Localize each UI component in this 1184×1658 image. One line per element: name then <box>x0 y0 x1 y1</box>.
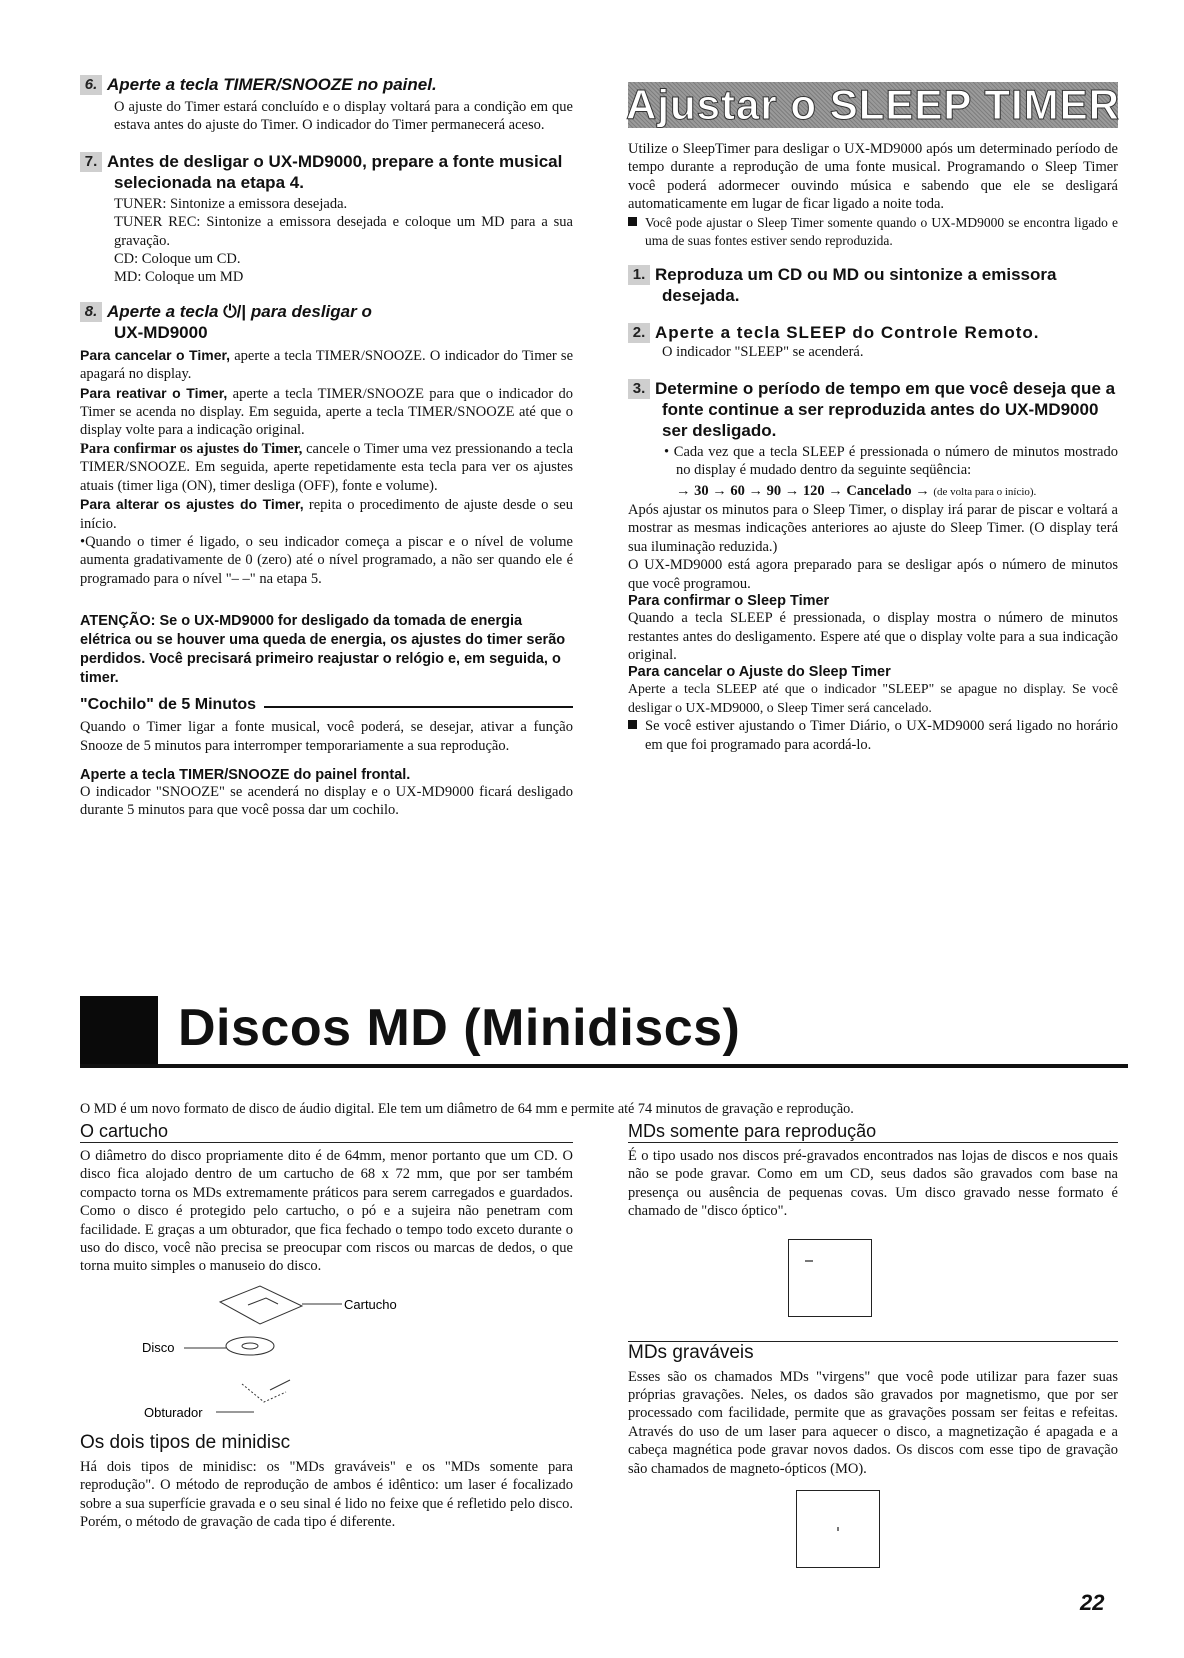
recordable-heading-row <box>628 1341 1118 1364</box>
sleep-step-2-text: O indicador "SLEEP" se acenderá. <box>662 344 864 361</box>
step-8-title-c: UX-MD9000 <box>114 322 208 342</box>
sleep-sequence-values: → 30 → 60 → 90 → 120 → Cancelado → <box>676 482 930 499</box>
md-header-rule <box>80 1064 1128 1068</box>
sleep-note-2-text: Se você estiver ajustando o Timer Diário, o UX-MD9000 será ligado no horário em que foi programado para acordá-lo. <box>645 718 1118 753</box>
sleep-step-3-title: Determine o período de tempo em que você deseja que a fonte continue a ser reproduzida antes do UX-MD9000 ser desligado. <box>655 378 1116 440</box>
playback-heading-row <box>628 1120 1118 1143</box>
alter-timer-paragraph <box>80 495 573 533</box>
playback-title: MDs somente para reprodução <box>628 1121 877 1141</box>
recordable-disc-mark <box>837 1527 839 1531</box>
reactivate-timer-text: aperte a tecla TIMER/SNOOZE para que o indicador do Timer se acenda no display. Em seguida, aperte a tecla TIMER/SNOOZE até que o display volte para a indicação original. <box>80 385 573 439</box>
snooze-heading-row <box>80 696 573 714</box>
step-7-heading <box>80 151 573 193</box>
sleep-timer-banner <box>628 82 1118 128</box>
label-obturador: Obturador <box>144 1404 203 1420</box>
sleep-intro: Utilize o SleepTimer para desligar o UX-MD9000 após um determinado período de tempo durante a reprodução de uma fonte musical. Programando o Sleep Timer você poderá adormecer ouvindo música e sabendo que ele se desligará automaticamente em lugar de ficar ligado a noite toda. <box>628 141 1118 213</box>
confirm-timer-paragraph <box>80 440 573 495</box>
step-7-lines <box>80 195 573 287</box>
step-7-line: MD: Coloque um MD <box>114 269 244 286</box>
snooze-text: Quando o Timer ligar a fonte musical, você poderá, se desejar, ativar a função Snooze de 5 minutos para interromper temporariamente a sua reprodução. <box>80 719 573 754</box>
disc-shape <box>226 1337 274 1355</box>
reactivate-timer-label: Para reativar o Timer, <box>80 384 228 401</box>
step-7-line: CD: Coloque um CD. <box>114 251 241 268</box>
md-left-column <box>80 1120 573 1531</box>
snooze-subheading: Aperte a tecla TIMER/SNOOZE do painel frontal. <box>80 766 411 783</box>
cartridge-diagram <box>80 1280 573 1430</box>
step-6-number: 6. <box>80 75 102 95</box>
confirm-timer-label: Para confirmar os ajustes do Timer, <box>80 440 303 457</box>
label-cartucho: Cartucho <box>344 1296 397 1312</box>
sleep-step-3-bullet: • Cada vez que a tecla SLEEP é pressionada o número de minutos mostrado no display é mudado dentro da seguinte seqüência: <box>664 443 1118 479</box>
sleep-step-1-title: Reproduza um CD ou MD ou sintonize a emissora desejada. <box>655 265 1057 306</box>
cancel-sleep-label: Para cancelar o Ajuste do Sleep Timer <box>628 664 891 681</box>
cancel-timer-paragraph <box>80 346 573 384</box>
sleep-step-3-number: 3. <box>628 379 650 399</box>
reactivate-timer-paragraph <box>80 384 573 440</box>
alter-timer-label: Para alterar os ajustes do Timer, <box>80 496 304 513</box>
recordable-disc-image <box>796 1490 880 1568</box>
cartridge-text: O diâmetro do disco propriamente dito é de 64mm, menor portanto que um CD. O disco fica alojado dentro de um cartucho de 68 x 72 mm, que por ser também compacto torna os MDs extremamente práticos para serem carregados e guardados. Como o disco é protegido pelo cartucho, o pó e a sujeira não penetram com facilidade. E graças a um obturador, que fica fechado o tempo todo exceto durante o uso do disco, você não precisa se preocupar com riscos ou marcas de dedos, o que torna muito simples o manuseio do disco. <box>80 1148 573 1275</box>
sleep-step-1-number: 1. <box>628 265 650 285</box>
right-column <box>628 82 1118 754</box>
step-8-title-a: Aperte a tecla <box>107 301 219 321</box>
sleep-step-2-heading <box>628 322 1118 343</box>
sleep-sequence <box>628 482 1118 501</box>
md-title: Discos MD (Minidiscs) <box>178 999 741 1057</box>
cancel-timer-text: aperte a tecla TIMER/SNOOZE. O indicador do Timer se apagará no display. <box>80 347 574 383</box>
sleep-step-2-title: Aperte a tecla SLEEP do Controle Remoto. <box>655 323 1040 343</box>
playback-disc-image <box>788 1239 872 1317</box>
sleep-timer-banner-title: Ajustar o SLEEP TIMER <box>626 81 1120 128</box>
confirm-sleep-text: Quando a tecla SLEEP é pressionada, o display mostra o número de minutos restantes antes do desligamento. Espere até que o display volte para a sua indicação original. <box>628 610 1118 663</box>
cartridge-heading-row <box>80 1120 573 1143</box>
cancel-timer-label: Para cancelar o Timer, <box>80 346 231 363</box>
cartridge-title: O cartucho <box>80 1121 169 1141</box>
shutter-part <box>270 1380 290 1390</box>
power-icon: ⏻/| <box>223 301 247 321</box>
sleep-note-1-text: Você pode ajustar o Sleep Timer somente quando o UX-MD9000 se encontra ligado e uma de suas fontes estiver sendo reproduzida. <box>645 214 1118 249</box>
sleep-step-1-heading <box>628 264 1118 306</box>
playback-disc-mark <box>805 1260 813 1262</box>
playback-text: É o tipo usado nos discos pré-gravados encontrados nas lojas de discos e nos quais não se pode gravar. Como em um CD, seus dados são gravados com base na presença ou ausência de pequenas covas. Um disco gravado nesse formato é chamado de "disco óptico". <box>628 1148 1118 1220</box>
note-bullet-icon <box>628 217 637 226</box>
confirm-timer-text: cancele o Timer uma vez pressionando a tecla TIMER/SNOOZE. Em seguida, aperte repetidamente esta tecla para ver os ajustes atuais (timer liga (ON), timer desliga (OFF), fonte e volume). <box>80 440 574 494</box>
sleep-note-1 <box>628 214 1118 251</box>
sleep-note-2 <box>628 717 1118 754</box>
step-7-title: Antes de desligar o UX-MD9000, prepare a fonte musical selecionada na etapa 4. <box>107 151 563 192</box>
disc-hub <box>242 1343 258 1349</box>
left-column <box>80 74 573 820</box>
shutter-shape <box>242 1384 286 1402</box>
step-7-line: TUNER: Sintonize a emissora desejada. <box>114 195 348 212</box>
sleep-sequence-note: (de volta para o início). <box>933 485 1037 498</box>
snooze-title: "Cochilo" de 5 Minutos <box>80 696 257 714</box>
step-8-heading <box>80 301 573 343</box>
step-8-title-b: para desligar o <box>250 301 372 321</box>
snooze-text-2: O indicador "SNOOZE" se acenderá no display e o UX-MD9000 ficará desligado durante 5 minutos para que você possa dar um cochilo. <box>80 783 573 819</box>
cancel-sleep-text: Aperte a tecla SLEEP até que o indicador "SLEEP" se apague no display. Se você desligar o UX-MD9000, o Sleep Timer será cancelado. <box>628 681 1118 715</box>
sleep-step-3-heading <box>628 378 1118 441</box>
cartridge-inner <box>248 1298 278 1305</box>
step-6-text: O ajuste do Timer estará concluído e o display voltará para a condição em que estava antes do ajuste do Timer. O indicador do Timer permanecerá aceso. <box>114 99 573 134</box>
page-number: 22 <box>1080 1590 1105 1615</box>
cartridge-shape <box>220 1286 302 1324</box>
md-header <box>80 996 1128 1068</box>
sleep-step-2-number: 2. <box>628 323 650 343</box>
recordable-title: MDs graváveis <box>628 1341 754 1363</box>
volume-note: •Quando o timer é ligado, o seu indicador começa a piscar e o nível de volume aumenta gradativamente de 0 (zero) até o nível programado, a não ser quando ele é programado para o nível "– –" na etapa 5. <box>80 533 573 587</box>
md-intro: O MD é um novo formato de disco de áudio digital. Ele tem um diâmetro de 64 mm e permite até 74 minutos de gravação e reprodução. <box>80 1101 854 1117</box>
note-bullet-icon <box>628 720 637 729</box>
snooze-rule <box>264 706 573 708</box>
types-text: Há dois tipos de minidisc: os "MDs graváveis" e os "MDs somente para reprodução". O método de reprodução de ambos é idêntico: um laser é focalizado sobre a sua superfície gravada e o seu sinal é lido no feixe que é refletido pelo disco. Porém, o método de gravação de cada tipo é diferente. <box>80 1458 573 1531</box>
md-header-block <box>80 996 158 1066</box>
sleep-after: Após ajustar os minutos para o Sleep Timer, o display irá parar de piscar e voltará a mostrar as mesmas indicações anteriores ao ajuste do Sleep Timer. (O display terá sua iluminação reduzida.) <box>628 502 1118 555</box>
step-7-number: 7. <box>80 152 102 172</box>
warning-text: ATENÇÃO: Se o UX-MD9000 for desligado da tomada de energia elétrica ou se houver uma queda de energia, os ajustes do timer serão perdidos. Você precisará primeiro reajustar o relógio e, em seguida, o timer. <box>80 613 566 687</box>
confirm-sleep-label: Para confirmar o Sleep Timer <box>628 593 830 610</box>
label-disco: Disco <box>142 1339 175 1355</box>
step-6-title: Aperte a tecla TIMER/SNOOZE no painel. <box>107 75 437 94</box>
alter-timer-text: repita o procedimento de ajuste desde o seu início. <box>80 497 573 532</box>
step-6-heading <box>80 74 573 95</box>
sleep-after-2: O UX-MD9000 está agora preparado para se desligar após o número de minutos que você programou. <box>628 557 1118 592</box>
step-7-line: TUNER REC: Sintonize a emissora desejada e coloque um MD para a sua gravação. <box>114 214 573 249</box>
recordable-text: Esses são os chamados MDs "virgens" que você pode utilizar para fazer suas próprias gravações. Neles, os dados são gravados por magnetismo, que por ser processado com facilidade, permite que as gravações possam ser feitas e refeitas. Através do uso de um laser para aquecer o disco, a magnetização é apagada e a cabeça magnética pode gravar novos dados. Os discos com esse tipo de gravação são chamados de magneto-ópticos (MO). <box>628 1368 1118 1477</box>
types-title: Os dois tipos de minidisc <box>80 1431 291 1453</box>
md-right-column <box>628 1120 1118 1568</box>
step-8-number: 8. <box>80 302 102 322</box>
